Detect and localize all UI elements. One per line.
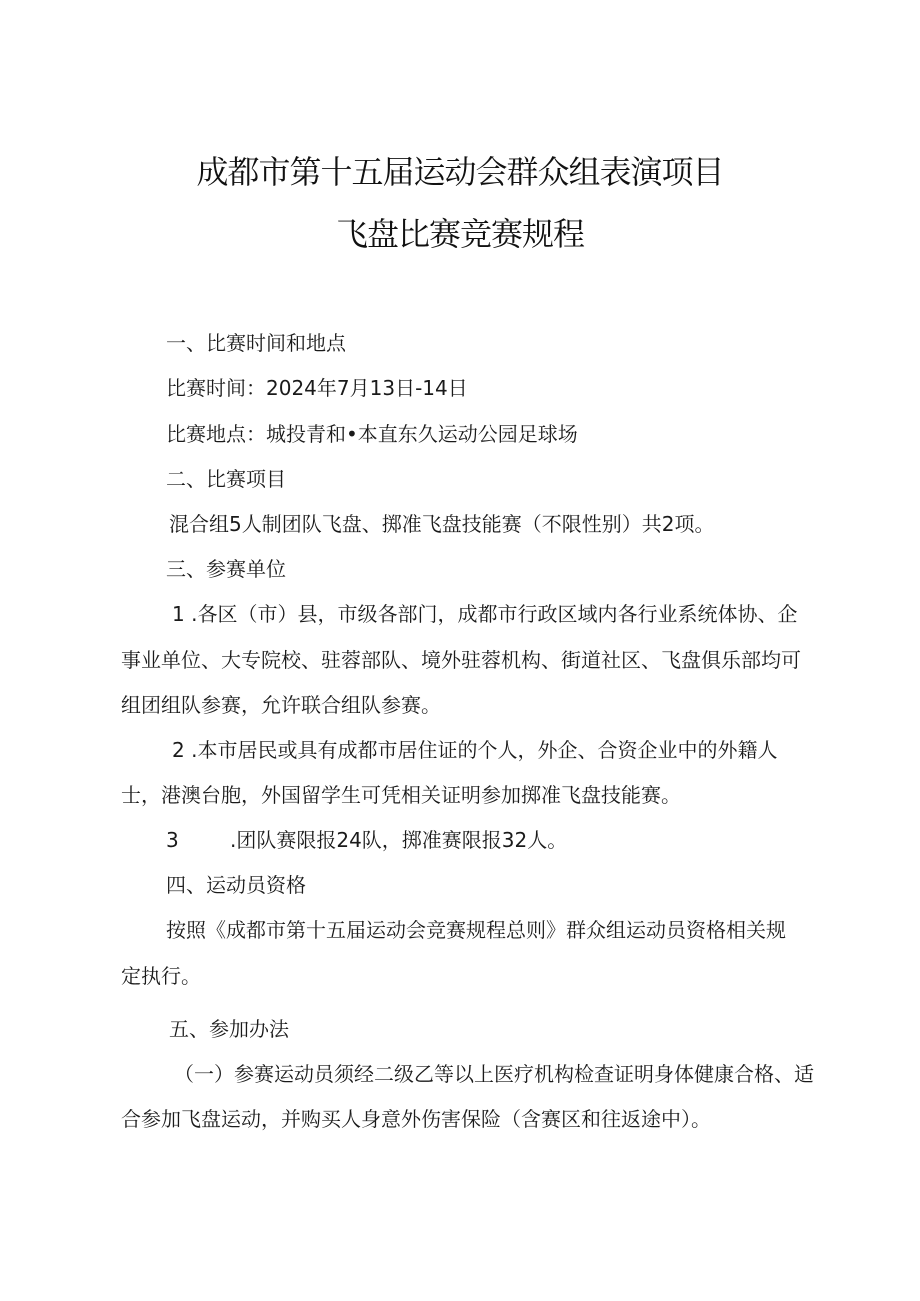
participation-item-1-line-2: 合参加飞盘运动，并购买人身意外伤害保险（含赛区和往返途中）。 bbox=[121, 1107, 711, 1131]
competition-time: 比赛时间：2024年7月13日-14日 bbox=[166, 376, 468, 400]
section-5-heading: 五、参加办法 bbox=[169, 1017, 289, 1041]
competition-events: 混合组5人制团队飞盘、掷准飞盘技能赛（不限性别）共2项。 bbox=[169, 512, 715, 536]
entry-item-1-line-2: 事业单位、大专院校、驻蓉部队、境外驻蓉机构、街道社区、飞盘俱乐部均可 bbox=[121, 648, 801, 672]
entry-item-3-text: .团队赛限报24队，掷准赛限报32人。 bbox=[230, 828, 568, 852]
document-title-line-2: 飞盘比赛竞赛规程 bbox=[335, 215, 584, 253]
document-title-line-1: 成都市第十五届运动会群众组表演项目 bbox=[196, 153, 724, 191]
section-4-heading: 四、运动员资格 bbox=[166, 873, 306, 897]
entry-item-2-line-1: 2 .本市居民或具有成都市居住证的个人，外企、合资企业中的外籍人 bbox=[172, 738, 778, 762]
entry-item-3-number: 3 bbox=[166, 828, 179, 852]
competition-venue: 比赛地点：城投青和•本直东久运动公园足球场 bbox=[166, 422, 578, 446]
entry-item-1-line-3: 组团组队参赛，允许联合组队参赛。 bbox=[121, 693, 441, 717]
eligibility-line-2: 定执行。 bbox=[121, 964, 201, 988]
entry-item-1-line-1: 1 .各区（市）县，市级各部门，成都市行政区域内各行业系统体协、企 bbox=[172, 602, 798, 626]
participation-item-1-line-1: （一）参赛运动员须经二级乙等以上医疗机构检查证明身体健康合格、适 bbox=[174, 1062, 814, 1086]
eligibility-line-1: 按照《成都市第十五届运动会竞赛规程总则》群众组运动员资格相关规 bbox=[166, 918, 786, 942]
section-3-heading: 三、参赛单位 bbox=[166, 557, 286, 581]
section-2-heading: 二、比赛项目 bbox=[166, 467, 286, 491]
entry-item-2-line-2: 士，港澳台胞，外国留学生可凭相关证明参加掷准飞盘技能赛。 bbox=[121, 783, 681, 807]
section-1-heading: 一、比赛时间和地点 bbox=[166, 331, 346, 355]
